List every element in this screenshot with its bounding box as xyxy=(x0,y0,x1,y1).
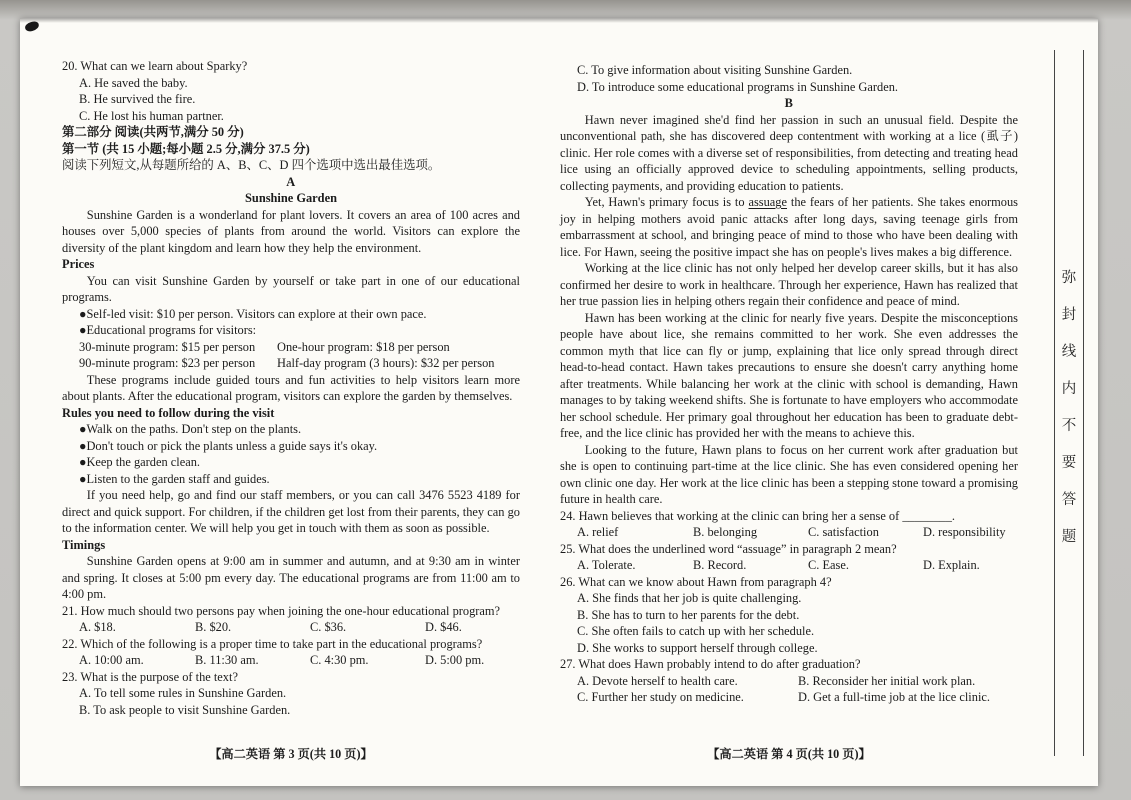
question-27-option-b: B. Reconsider her initial work plan. xyxy=(798,673,976,688)
question-23-option-d: D. To introduce some educational programs in Sunshine Garden. xyxy=(577,79,898,94)
bullet-programs: ●Educational programs for visitors: xyxy=(79,323,257,337)
question-26-option-c: C. She often fails to catch up with her schedule. xyxy=(577,624,815,638)
seal-char: 要 xyxy=(1061,455,1077,471)
passage-b-para-1: Hawn never imagined she'd find her passion in such an unusual field. Despite the unconventional path, she has discovered deep contentment with working at a lice (虱子) clinic. Her role comes with a diverse set of responsibilities, from detecting and treating head lice using an officially approved device to scheduling appointments, selling products, collecting payments, and providing education to patients. xyxy=(560,112,1018,193)
question-26-option-a: A. She finds that her job is quite challenging. xyxy=(577,591,802,605)
passage-a-intro: Sunshine Garden is a wonderland for plant lovers. It covers an area of 100 acres and houses over 5,000 species of plants from around the world. Visitors can explore the diversity of the plant kingdom and learn how they help the environment. xyxy=(62,207,520,255)
passage-a-label: A xyxy=(286,174,296,189)
help-note: If you need help, go and find our staff members, or you can call 3476 5523 4189 for direct and quick support. For children, if the children get lost from their parents, they can go to the information center. We will help you get in touch with them as soon as possible. xyxy=(62,488,520,535)
seal-char: 答 xyxy=(1061,492,1077,508)
passage-b-para-2-before: Yet, Hawn's primary focus is to xyxy=(584,195,749,209)
question-23-option-b: B. To ask people to visit Sunshine Garden. xyxy=(79,702,291,717)
question-24-option-c: C. satisfaction xyxy=(808,525,879,539)
seal-char: 题 xyxy=(1061,529,1077,545)
question-21-option-d: D. $46. xyxy=(425,620,462,634)
rule-item: ●Keep the garden clean. xyxy=(79,455,201,469)
question-22-option-d: D. 5:00 pm. xyxy=(425,653,485,667)
question-21-option-a: A. $18. xyxy=(79,620,116,634)
question-22-options xyxy=(62,652,520,669)
passage-b-para-2-after: the fears of her patients. She takes enormous joy in helping mothers avoid panic attacks after long days, saving teenage girls from embarrassment at school, and bringing peace of mind to those who have been dealing with lice. For Hawn, seeing the positive impact she has on people's lives makes a big difference. xyxy=(560,195,1018,259)
page-3-footer: 【高二英语 第 3 页(共 10 页)】 xyxy=(209,747,373,761)
question-23-option-c: C. To give information about visiting Sunshine Garden. xyxy=(577,63,853,77)
prices-heading: Prices xyxy=(62,257,95,271)
right-column xyxy=(560,62,1018,706)
passage-b-para-5: Looking to the future, Hawn plans to focus on her current work after graduation but she is open to continuing part-time at the lice clinic. She has even considered opening her own clinic one day. Her work at the lice clinic has been a stepping stone toward a promising future in health care. xyxy=(560,442,1018,506)
programs-note: These programs include guided tours and fun activities to help visitors learn more about plants. After the educational program, visitors can explore the garden by themselves. xyxy=(62,372,520,403)
prices-intro: You can visit Sunshine Garden by yourself or take part in one of our educational programs. xyxy=(62,273,520,304)
rules-heading: Rules you need to follow during the visit xyxy=(62,405,275,420)
reading-instructions: 阅读下列短文,从每题所给的 A、B、C、D 四个选项中选出最佳选项。 xyxy=(62,158,441,172)
rule-item: ●Listen to the garden staff and guides. xyxy=(79,471,270,486)
question-25-option-b: B. Record. xyxy=(693,558,747,572)
timings-heading: Timings xyxy=(62,537,106,552)
question-22-stem: 22. Which of the following is a proper time to take part in the educational programs? xyxy=(62,636,483,651)
question-25-option-c: C. Ease. xyxy=(808,558,849,572)
part2-heading: 第二部分 阅读(共两节,满分 50 分) xyxy=(62,125,244,139)
question-27-options-row-1 xyxy=(560,673,1018,690)
timings-note: Sunshine Garden opens at 9:00 am in summer and autumn, and at 9:30 am in winter and spring. It closes at 5:00 pm every day. The educational programs are from 11:00 am to 4:00 pm. xyxy=(62,554,520,601)
question-24-options xyxy=(560,524,1018,541)
question-25-options xyxy=(560,557,1018,574)
question-25-option-d: D. Explain. xyxy=(923,558,980,572)
bullet-self-led: ●Self-led visit: $10 per person. Visitors can explore at their own pace. xyxy=(79,306,427,321)
question-26-option-d: D. She works to support herself through college. xyxy=(577,640,818,655)
passage-a-title: Sunshine Garden xyxy=(245,191,337,205)
section1-heading: 第一节 (共 15 小题;每小题 2.5 分,满分 37.5 分) xyxy=(62,141,310,156)
question-24-option-d: D. responsibility xyxy=(923,525,1006,539)
seal-char: 不 xyxy=(1061,418,1077,434)
program-halfday: Half-day program (3 hours): $32 per person xyxy=(277,356,495,370)
scan-smudge xyxy=(24,20,40,32)
program-row-1 xyxy=(62,339,520,356)
question-24-option-a: A. relief xyxy=(577,525,619,539)
program-1hour: One-hour program: $18 per person xyxy=(277,339,450,354)
left-column xyxy=(62,58,520,718)
program-90min: 90-minute program: $23 per person xyxy=(79,356,256,370)
underlined-word-assuage: assuage xyxy=(748,195,788,209)
seal-char: 弥 xyxy=(1061,270,1077,286)
seal-line-area xyxy=(1054,50,1084,756)
seal-char: 线 xyxy=(1061,344,1077,360)
question-20-option-c: C. He lost his human partner. xyxy=(79,108,224,123)
question-22-option-a: A. 10:00 am. xyxy=(79,653,144,667)
passage-b-label: B xyxy=(784,96,794,110)
question-27-options-row-2 xyxy=(560,689,1018,706)
seal-char: 封 xyxy=(1061,307,1077,323)
exam-page xyxy=(20,18,1098,786)
question-24-option-b: B. belonging xyxy=(693,525,758,539)
question-27-option-c: C. Further her study on medicine. xyxy=(577,690,744,704)
question-27-stem: 27. What does Hawn probably intend to do after graduation? xyxy=(560,657,861,671)
rule-item: ●Walk on the paths. Don't step on the plants. xyxy=(79,422,302,436)
question-26-option-b: B. She has to turn to her parents for the debt. xyxy=(577,607,800,622)
question-24-stem: 24. Hawn believes that working at the clinic can bring her a sense of ________. xyxy=(560,508,956,523)
question-20-option-b: B. He survived the fire. xyxy=(79,92,196,106)
question-20-option-a: A. He saved the baby. xyxy=(79,75,188,90)
passage-b-para-2 xyxy=(560,194,1018,260)
question-22-option-c: C. 4:30 pm. xyxy=(310,653,369,667)
question-25-stem: 25. What does the underlined word “assuage” in paragraph 2 mean? xyxy=(560,541,897,556)
question-21-options xyxy=(62,619,520,636)
question-23-option-a: A. To tell some rules in Sunshine Garden. xyxy=(79,686,287,700)
passage-b-para-4: Hawn has been working at the clinic for nearly five years. Despite the misconceptions people have about lice, she remains committed to her work. She even addresses the common myth that lice can fly or jump, explaining that lice only spread through direct head-to-head contact. Hawn takes precautions to ensure she doesn't carry anything home after treatments. While balancing her work at the clinic with school is demanding, Hawn manages to by taking weekend shifts. She is fortunate to have employers who accommodate her school schedule. Her primary goal throughout her education has been to graduate debt-free, and the lice clinic has provided her with the means to achieve this. xyxy=(560,310,1018,440)
passage-b-para-3: Working at the lice clinic has not only helped her develop career skills, but it has also confirmed her desire to work in healthcare. Through her experience, Hawn has realized that her true passion lies in helping others regain their confidence and peace of mind. xyxy=(560,261,1018,308)
rule-item: ●Don't touch or pick the plants unless a guide says it's okay. xyxy=(79,438,378,453)
seal-line-text xyxy=(1055,266,1083,546)
question-26-stem: 26. What can we know about Hawn from paragraph 4? xyxy=(560,574,832,589)
program-row-2 xyxy=(62,355,520,372)
program-30min: 30-minute program: $15 per person xyxy=(79,339,256,354)
question-25-option-a: A. Tolerate. xyxy=(577,558,636,572)
question-22-option-b: B. 11:30 am. xyxy=(195,653,259,667)
question-21-option-c: C. $36. xyxy=(310,620,347,634)
question-27-option-d: D. Get a full-time job at the lice clinic. xyxy=(798,690,990,704)
question-21-stem: 21. How much should two persons pay when joining the one-hour educational program? xyxy=(62,603,501,618)
question-23-stem: 23. What is the purpose of the text? xyxy=(62,669,238,684)
question-21-option-b: B. $20. xyxy=(195,620,232,634)
seal-char: 内 xyxy=(1061,381,1077,397)
page-4-footer: 【高二英语 第 4 页(共 10 页)】 xyxy=(707,747,871,761)
question-20-stem: 20. What can we learn about Sparky? xyxy=(62,59,248,73)
question-27-option-a: A. Devote herself to health care. xyxy=(577,673,738,688)
